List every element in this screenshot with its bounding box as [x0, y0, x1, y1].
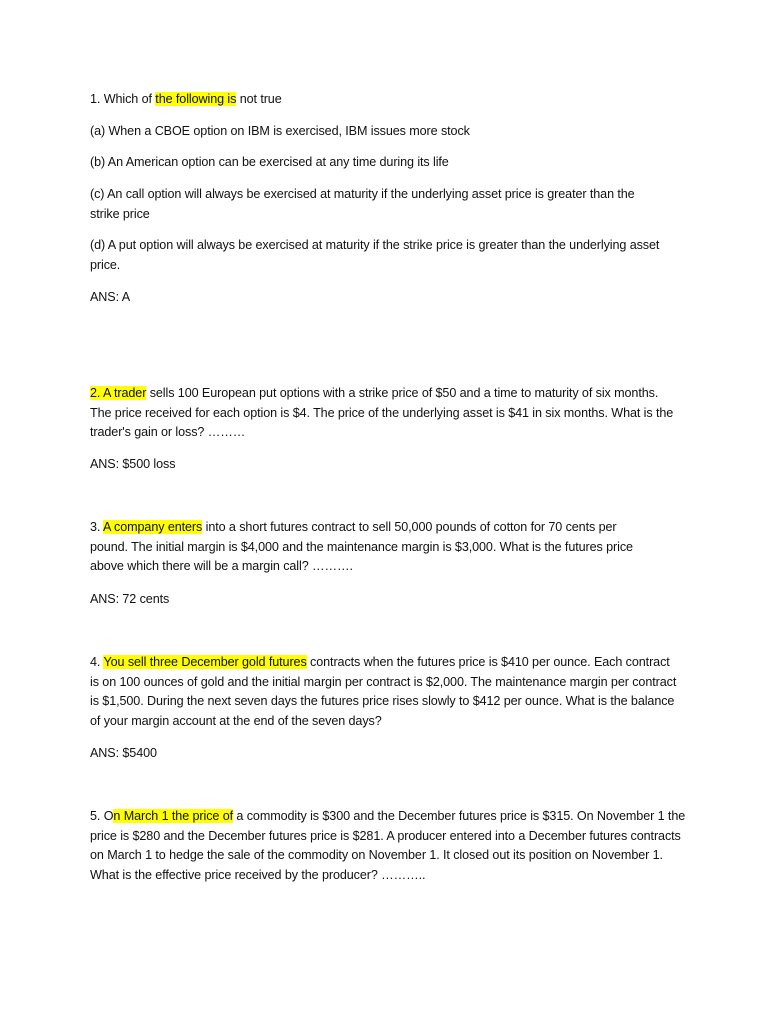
question-1-option-d: (d) A put option will always be exercised at maturity if the strike price is greater than the underlying asset price.	[90, 238, 660, 272]
question-2-text: sells 100 European put options with a strike price of $50 and a time to maturity of six months. The price received for each option is $4. The price of the underlying asset is $41 in six months. What is the trader's gain or loss? ………	[90, 386, 674, 440]
question-5-highlight: n March 1 the price of	[113, 809, 234, 823]
question-1-option-b: (b) An American option can be exercised at any time during its life	[90, 155, 449, 169]
question-1-highlight: the following is	[155, 92, 237, 106]
question-5	[90, 807, 690, 885]
question-1-prefix: 1. Which of	[90, 92, 156, 106]
question-4-answer: ANS: $5400	[90, 746, 157, 760]
question-3	[90, 518, 650, 577]
question-3-prefix: 3.	[90, 520, 104, 534]
question-1-answer: ANS: A	[90, 290, 130, 304]
question-1-option-a: (a) When a CBOE option on IBM is exercised, IBM issues more stock	[90, 124, 470, 138]
question-5-prefix: 5. O	[90, 809, 114, 823]
question-1-text: not true	[236, 92, 282, 106]
question-2-answer: ANS: $500 loss	[90, 457, 176, 471]
question-3-highlight: A company enters	[103, 520, 203, 534]
question-2	[90, 384, 675, 443]
question-3-text: into a short futures contract to sell 50,000 pounds of cotton for 70 cents per pound. The initial margin is $4,000 and the maintenance margin is $3,000. What is the futures price above which there will be a margin call? ……….	[90, 520, 633, 574]
question-4-highlight: You sell three December gold futures	[103, 655, 307, 669]
question-4-text: contracts when the futures price is $410 per ounce. Each contract is on 100 ounces of gold and the initial margin per contract is $2,000. The maintenance margin per contract is $1,500. During the next seven days the futures price rises slowly to $412 per ounce. What is the balance of your margin account at the end of the seven days?	[90, 655, 677, 728]
question-3-answer: ANS: 72 cents	[90, 592, 170, 606]
question-4	[90, 653, 680, 731]
question-4-prefix: 4.	[90, 655, 104, 669]
question-5-text: a commodity is $300 and the December futures price is $315. On November 1 the price is $280 and the December futures price is $281. A producer entered into a December futures contracts on March 1 to hedge the sale of the commodity on November 1. It closed out its position on November 1. What is the effective price received by the producer? ………..	[90, 809, 686, 882]
question-2-highlight: 2. A trader	[90, 386, 147, 400]
question-1	[90, 90, 690, 110]
question-1-option-c: (c) An call option will always be exercised at maturity if the underlying asset price is greater than the strike price	[90, 187, 635, 221]
